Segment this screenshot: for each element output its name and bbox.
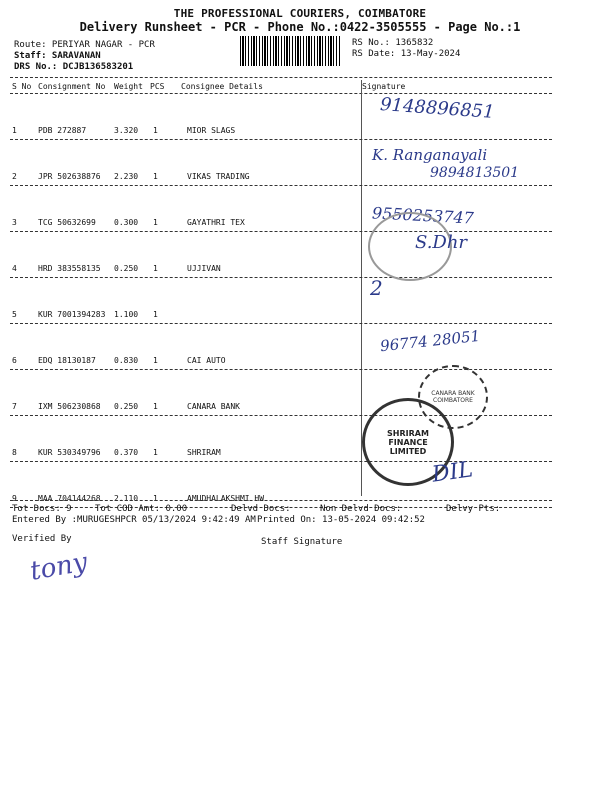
row-weight: 0.370 <box>114 448 139 457</box>
row-consignee: CANARA BANK <box>187 402 240 411</box>
row-consignee: GAYATHRI TEX <box>187 218 245 227</box>
col-weight: Weight <box>114 82 143 91</box>
drs-number: DRS No.: DCJB136583201 <box>14 62 134 72</box>
row-weight: 1.100 <box>114 310 139 319</box>
col-pcs: PCS <box>150 82 165 91</box>
col-sno: S No <box>12 82 32 91</box>
row-pcs: 1 <box>153 356 158 365</box>
route-label: Route: PERIYAR NAGAR - PCR <box>14 40 155 50</box>
row-weight: 0.250 <box>114 264 139 273</box>
row-weight: 0.250 <box>114 402 139 411</box>
row-pcs: 1 <box>153 172 158 181</box>
row-consignee: CAI AUTO <box>187 356 226 365</box>
handwritten-signature-3: 9550253747 <box>371 203 475 228</box>
delvy-pts: Delvy Pts: <box>446 504 501 514</box>
row-consignment-no: HRD 383558135 <box>38 264 101 273</box>
header-rule-top <box>10 77 552 78</box>
entered-by: Entered By :MURUGESHPCR 05/13/2024 9:42:49 AM <box>12 515 256 525</box>
rs-number: RS No.: 1365832 <box>352 38 434 48</box>
row-consignee: SHRIRAM <box>187 448 221 457</box>
row-sno: 8 <box>12 448 17 457</box>
col-consignment: Consignment No <box>38 82 106 91</box>
row-consignment-no: EDQ 18130187 <box>38 356 96 365</box>
row-sno: 4 <box>12 264 17 273</box>
handwritten-signature-6: 96774 28051 <box>379 326 481 356</box>
handwritten-signature-1: 9148896851 <box>379 94 496 123</box>
row-divider <box>10 185 552 186</box>
handwritten-signature-2-name: K. Ranganayali <box>372 146 488 164</box>
tot-cod-amount: Tot COD Amt: 0.00 <box>95 504 188 514</box>
row-divider <box>10 323 552 324</box>
row-sno: 5 <box>12 310 17 319</box>
handwritten-scribble-5: 2 <box>370 276 383 300</box>
row-consignee: AMUDHALAKSHMI HW <box>187 494 265 503</box>
tot-docs: Tot Docs: 9 <box>12 504 72 514</box>
barcode <box>240 36 340 66</box>
canara-stamp-text: CANARA BANK COIMBATORE <box>431 390 475 404</box>
row-sno: 1 <box>12 126 17 135</box>
row-pcs: 1 <box>153 264 158 273</box>
row-consignment-no: JPR 502638876 <box>38 172 101 181</box>
handwritten-signature-4: S.Dhr <box>415 232 468 253</box>
row-consignment-no: MAA 704144268 <box>38 494 101 503</box>
row-divider <box>10 277 552 278</box>
row-pcs: 1 <box>153 218 158 227</box>
col-consignee: Consignee Details <box>181 82 263 91</box>
handwritten-signature-2-number: 9894813501 <box>430 165 520 181</box>
row-consignee: VIKAS TRADING <box>187 172 250 181</box>
row-sno: 7 <box>12 402 17 411</box>
row-consignment-no: PDB 272887 <box>38 126 87 135</box>
row-consignment-no: TCG 50632699 <box>38 218 96 227</box>
row-pcs: 1 <box>153 448 158 457</box>
rs-date: RS Date: 13-May-2024 <box>352 49 461 59</box>
handwritten-signature-9: DIL <box>430 457 475 488</box>
printed-on: Printed On: 13-05-2024 09:42:52 <box>257 515 425 525</box>
row-consignee: MIOR SLAGS <box>187 126 236 135</box>
row-pcs: 1 <box>153 402 158 411</box>
row-consignment-no: KUR 530349796 <box>38 448 101 457</box>
shriram-stamp-text: SHRIRAM FINANCE LIMITED <box>387 428 429 456</box>
row-divider <box>10 139 552 140</box>
row-consignee: UJJIVAN <box>187 264 221 273</box>
staff-label: Staff: SARAVANAN <box>14 51 101 61</box>
company-name: THE PROFESSIONAL COURIERS, COIMBATORE <box>173 7 427 20</box>
footer-rule <box>10 500 552 501</box>
row-weight: 0.830 <box>114 356 139 365</box>
row-sno: 2 <box>12 172 17 181</box>
col-signature: Signature <box>362 82 406 91</box>
verified-by-label: Verified By <box>12 534 72 544</box>
row-weight: 2.230 <box>114 172 139 181</box>
row-weight: 3.320 <box>114 126 139 135</box>
row-sno: 6 <box>12 356 17 365</box>
row-weight: 2.110 <box>114 494 139 503</box>
delvd-docs: Delvd Docs: <box>231 504 291 514</box>
header-rule-bottom <box>10 93 552 94</box>
non-delvd-docs: Non Delvd Docs: <box>320 504 402 514</box>
staff-signature-label: Staff Signature <box>261 537 343 547</box>
row-consignment-no: KUR 7001394283 <box>38 310 106 319</box>
row-consignment-no: IXM 506230868 <box>38 402 101 411</box>
row-sno: 3 <box>12 218 17 227</box>
verified-signature: tony <box>27 547 90 587</box>
row-weight: 0.300 <box>114 218 139 227</box>
row-sno: 9 <box>12 494 17 503</box>
runsheet-title: Delivery Runsheet - PCR - Phone No.:0422-3505555 - Page No.:1 <box>79 20 521 34</box>
row-divider <box>10 231 552 232</box>
row-pcs: 1 <box>153 494 158 503</box>
row-pcs: 1 <box>153 310 158 319</box>
row-pcs: 1 <box>153 126 158 135</box>
